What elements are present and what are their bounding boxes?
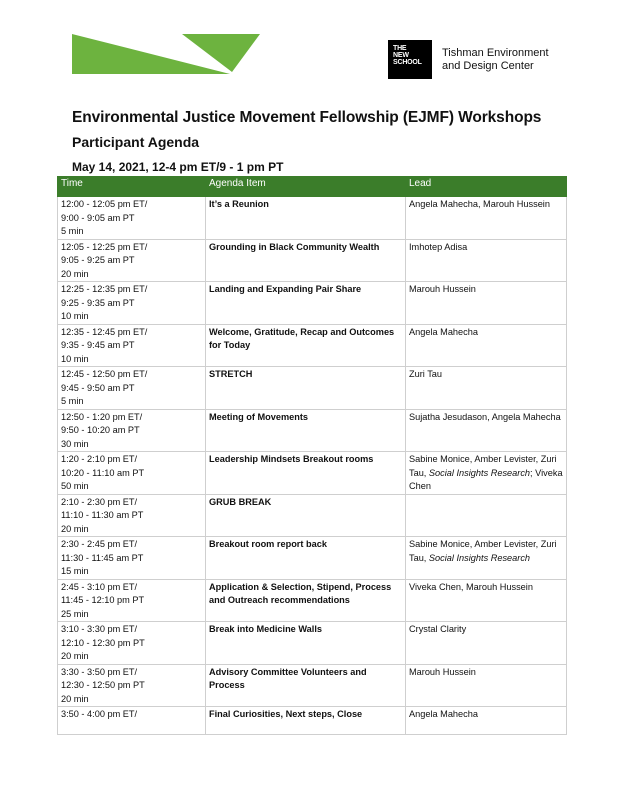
- cell-lead: Angela Mahecha, Marouh Hussein: [406, 197, 567, 240]
- table-row: [58, 452, 567, 495]
- table-row: [58, 664, 567, 707]
- time-line: 12:30 - 12:50 pm PT: [61, 680, 145, 690]
- time-line: 20 min: [61, 693, 89, 704]
- time-line: 12:05 - 12:25 pm ET/: [61, 241, 148, 252]
- cell-agenda-item: Application & Selection, Stipend, Process and Outreach recommendations: [206, 579, 406, 622]
- lead-organization: Social Insights Research: [428, 467, 531, 478]
- cell-agenda-item: Leadership Mindsets Breakout rooms: [206, 452, 406, 495]
- table-row: [58, 579, 567, 622]
- lead-text: ; Viveka Chen: [409, 467, 563, 491]
- time-line: 12:25 - 12:35 pm ET/: [61, 284, 148, 294]
- cell-lead: Imhotep Adisa: [406, 239, 567, 282]
- table-row: [58, 622, 567, 665]
- cell-time: [58, 282, 206, 325]
- time-line: 10 min: [61, 311, 89, 321]
- cell-lead: Sujatha Jesudason, Angela Mahecha: [406, 409, 567, 452]
- time-line: 9:05 - 9:25 am PT: [61, 255, 135, 265]
- time-line: 2:45 - 3:10 pm ET/: [61, 581, 138, 592]
- lead-organization: Social Insights Research: [428, 552, 531, 563]
- table-row: [58, 282, 567, 325]
- lead-text: Sabine Monice, Amber Levister, Zuri Tau,: [409, 454, 557, 478]
- cell-time: [58, 537, 206, 580]
- time-line: 11:30 - 11:45 am PT: [61, 552, 144, 563]
- cell-agenda-item: Landing and Expanding Pair Share: [206, 282, 406, 325]
- time-line: 12:50 - 1:20 pm ET/: [61, 411, 143, 422]
- time-line: 15 min: [61, 566, 89, 576]
- cell-agenda-item: It’s a Reunion: [206, 197, 406, 240]
- agenda-table: [57, 176, 567, 735]
- header-lead: Lead: [406, 177, 567, 197]
- time-line: 12:10 - 12:30 pm PT: [61, 637, 145, 648]
- cell-agenda-item: Advisory Committee Volunteers and Process: [206, 664, 406, 707]
- cell-time: [58, 452, 206, 495]
- time-line: 3:30 - 3:50 pm ET/: [61, 666, 138, 677]
- cell-agenda-item: Welcome, Gratitude, Recap and Outcomes for Today: [206, 324, 406, 367]
- time-line: 12:00 - 12:05 pm ET/: [61, 199, 148, 209]
- time-line: 9:45 - 9:50 am PT: [61, 382, 135, 393]
- table-row: [58, 537, 567, 580]
- cell-agenda-item: Break into Medicine Walls: [206, 622, 406, 665]
- table-row: [58, 239, 567, 282]
- time-line: 5 min: [61, 226, 84, 236]
- cell-time: [58, 239, 206, 282]
- cell-lead: Viveka Chen, Marouh Hussein: [406, 579, 567, 622]
- time-line: 20 min: [61, 523, 89, 534]
- header-time: Time: [58, 177, 206, 197]
- table-row: [58, 707, 567, 735]
- cell-time: [58, 367, 206, 410]
- time-line: 10 min: [61, 353, 89, 364]
- table-row: [58, 367, 567, 410]
- time-line: 2:10 - 2:30 pm ET/: [61, 496, 138, 507]
- time-line: 10:20 - 11:10 am PT: [61, 467, 145, 478]
- time-line: 50 min: [61, 481, 89, 491]
- time-line: 9:25 - 9:35 am PT: [61, 297, 135, 308]
- cell-lead: Angela Mahecha: [406, 707, 567, 735]
- cell-agenda-item: Grounding in Black Community Wealth: [206, 239, 406, 282]
- cell-agenda-item: STRETCH: [206, 367, 406, 410]
- time-line: 3:10 - 3:30 pm ET/: [61, 624, 138, 634]
- cell-lead: Marouh Hussein: [406, 664, 567, 707]
- time-line: 20 min: [61, 268, 89, 279]
- time-line: 30 min: [61, 438, 89, 449]
- tishman-logo-shapes: [72, 34, 262, 74]
- time-line: 11:10 - 11:30 am PT: [61, 510, 144, 520]
- table-row: [58, 197, 567, 240]
- lead-text: Sabine Monice, Amber Levister, Zuri Tau,: [409, 539, 557, 563]
- cell-time: [58, 494, 206, 537]
- time-line: 3:50 - 4:00 pm ET/: [61, 709, 138, 719]
- cell-lead: [406, 494, 567, 537]
- cell-agenda-item: Meeting of Movements: [206, 409, 406, 452]
- center-name: Tishman Environment and Design Center: [442, 47, 549, 72]
- cell-lead: Zuri Tau: [406, 367, 567, 410]
- cell-lead: Crystal Clarity: [406, 622, 567, 665]
- time-line: 9:35 - 9:45 am PT: [61, 340, 135, 350]
- time-line: 11:45 - 12:10 pm PT: [61, 595, 145, 605]
- table-row: [58, 324, 567, 367]
- date-line: May 14, 2021, 12-4 pm ET/9 - 1 pm PT: [72, 160, 284, 174]
- table-header-row: [58, 177, 567, 197]
- cell-lead: [406, 452, 567, 495]
- cell-time: [58, 409, 206, 452]
- cell-time: [58, 707, 206, 735]
- cell-agenda-item: Final Curiosities, Next steps, Close: [206, 707, 406, 735]
- table-row: [58, 409, 567, 452]
- cell-lead: Marouh Hussein: [406, 282, 567, 325]
- time-line: 12:35 - 12:45 pm ET/: [61, 326, 148, 337]
- time-line: 5 min: [61, 396, 84, 406]
- cell-agenda-item: Breakout room report back: [206, 537, 406, 580]
- time-line: 9:50 - 10:20 am PT: [61, 425, 140, 435]
- cell-lead: Angela Mahecha: [406, 324, 567, 367]
- time-line: 2:30 - 2:45 pm ET/: [61, 539, 138, 549]
- document-subtitle: Participant Agenda: [72, 134, 200, 150]
- time-line: 12:45 - 12:50 pm ET/: [61, 369, 148, 379]
- document-title: Environmental Justice Movement Fellowship (EJMF) Workshops: [72, 109, 542, 126]
- cell-agenda-item: GRUB BREAK: [206, 494, 406, 537]
- time-line: 9:00 - 9:05 am PT: [61, 212, 135, 223]
- new-school-logo: THE NEW SCHOOL: [388, 40, 432, 79]
- cell-time: [58, 622, 206, 665]
- header-agenda-item: Agenda Item: [206, 177, 406, 197]
- time-line: 25 min: [61, 608, 89, 619]
- cell-time: [58, 324, 206, 367]
- cell-time: [58, 579, 206, 622]
- time-line: 20 min: [61, 651, 89, 661]
- table-row: [58, 494, 567, 537]
- time-line: 1:20 - 2:10 pm ET/: [61, 454, 138, 464]
- cell-lead: [406, 537, 567, 580]
- cell-time: [58, 664, 206, 707]
- cell-time: [58, 197, 206, 240]
